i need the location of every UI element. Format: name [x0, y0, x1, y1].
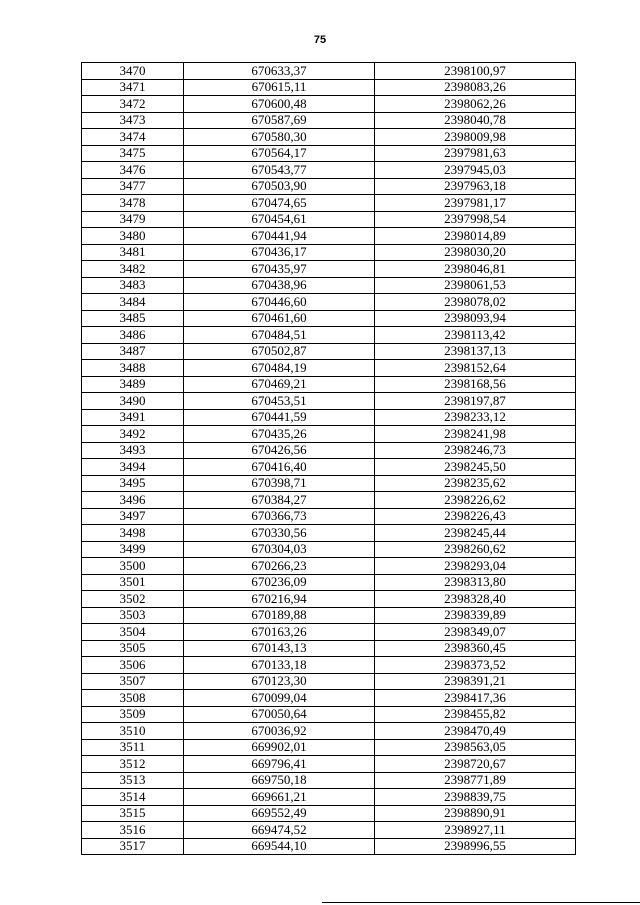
y-coordinate-cell: 2398839,75	[375, 789, 576, 806]
y-coordinate-cell: 2398293,04	[375, 558, 576, 575]
y-coordinate-cell: 2398245,44	[375, 525, 576, 542]
table-row	[82, 195, 576, 212]
point-number-cell: 3473	[82, 112, 184, 129]
table-row	[82, 541, 576, 558]
point-number-cell: 3483	[82, 277, 184, 294]
point-number-cell: 3508	[82, 690, 184, 707]
y-coordinate-cell: 2398470,49	[375, 723, 576, 740]
point-number-cell: 3496	[82, 492, 184, 509]
point-number-cell: 3482	[82, 261, 184, 278]
point-number-cell: 3501	[82, 574, 184, 591]
table-row	[82, 228, 576, 245]
y-coordinate-cell: 2398093,94	[375, 310, 576, 327]
point-number-cell: 3490	[82, 393, 184, 410]
point-number-cell: 3516	[82, 822, 184, 839]
x-coordinate-cell: 670441,59	[184, 409, 375, 426]
x-coordinate-cell: 670484,19	[184, 360, 375, 377]
y-coordinate-cell: 2398113,42	[375, 327, 576, 344]
point-number-cell: 3502	[82, 591, 184, 608]
point-number-cell: 3478	[82, 195, 184, 212]
x-coordinate-cell: 669552,49	[184, 805, 375, 822]
x-coordinate-cell: 670416,40	[184, 459, 375, 476]
point-number-cell: 3492	[82, 426, 184, 443]
y-coordinate-cell: 2397963,18	[375, 178, 576, 195]
y-coordinate-cell: 2398890,91	[375, 805, 576, 822]
point-number-cell: 3491	[82, 409, 184, 426]
x-coordinate-cell: 670453,51	[184, 393, 375, 410]
x-coordinate-cell: 670216,94	[184, 591, 375, 608]
y-coordinate-cell: 2398235,62	[375, 475, 576, 492]
x-coordinate-cell: 670438,96	[184, 277, 375, 294]
y-coordinate-cell: 2398226,62	[375, 492, 576, 509]
point-number-cell: 3489	[82, 376, 184, 393]
y-coordinate-cell: 2398720,67	[375, 756, 576, 773]
y-coordinate-cell: 2398078,02	[375, 294, 576, 311]
x-coordinate-cell: 670189,88	[184, 607, 375, 624]
table-row	[82, 79, 576, 96]
y-coordinate-cell: 2398197,87	[375, 393, 576, 410]
x-coordinate-cell: 669474,52	[184, 822, 375, 839]
y-coordinate-cell: 2398349,07	[375, 624, 576, 641]
table-row	[82, 129, 576, 146]
point-number-cell: 3511	[82, 739, 184, 756]
table-row	[82, 739, 576, 756]
x-coordinate-cell: 670503,90	[184, 178, 375, 195]
table-row	[82, 178, 576, 195]
table-row	[82, 393, 576, 410]
y-coordinate-cell: 2398083,26	[375, 79, 576, 96]
x-coordinate-cell: 670633,37	[184, 63, 375, 80]
y-coordinate-cell: 2398771,89	[375, 772, 576, 789]
point-number-cell: 3475	[82, 145, 184, 162]
x-coordinate-cell: 670123,30	[184, 673, 375, 690]
x-coordinate-cell: 670426,56	[184, 442, 375, 459]
x-coordinate-cell: 669661,21	[184, 789, 375, 806]
x-coordinate-cell: 669902,01	[184, 739, 375, 756]
table-row	[82, 327, 576, 344]
x-coordinate-cell: 670304,03	[184, 541, 375, 558]
table-row	[82, 690, 576, 707]
table-row	[82, 624, 576, 641]
y-coordinate-cell: 2398360,45	[375, 640, 576, 657]
point-number-cell: 3510	[82, 723, 184, 740]
x-coordinate-cell: 670050,64	[184, 706, 375, 723]
table-row	[82, 277, 576, 294]
x-coordinate-cell: 670366,73	[184, 508, 375, 525]
point-number-cell: 3481	[82, 244, 184, 261]
point-number-cell: 3470	[82, 63, 184, 80]
table-row	[82, 558, 576, 575]
table-row	[82, 822, 576, 839]
y-coordinate-cell: 2398062,26	[375, 96, 576, 113]
x-coordinate-cell: 670615,11	[184, 79, 375, 96]
y-coordinate-cell: 2397945,03	[375, 162, 576, 179]
table-row	[82, 475, 576, 492]
y-coordinate-cell: 2397981,17	[375, 195, 576, 212]
y-coordinate-cell: 2398373,52	[375, 657, 576, 674]
y-coordinate-cell: 2398061,53	[375, 277, 576, 294]
table-row	[82, 525, 576, 542]
point-number-cell: 3498	[82, 525, 184, 542]
point-number-cell: 3476	[82, 162, 184, 179]
table-row	[82, 574, 576, 591]
point-number-cell: 3504	[82, 624, 184, 641]
x-coordinate-cell: 670435,97	[184, 261, 375, 278]
table-row	[82, 805, 576, 822]
x-coordinate-cell: 669544,10	[184, 838, 375, 855]
table-row	[82, 508, 576, 525]
x-coordinate-cell: 670564,17	[184, 145, 375, 162]
point-number-cell: 3480	[82, 228, 184, 245]
table-row	[82, 706, 576, 723]
point-number-cell: 3517	[82, 838, 184, 855]
table-row	[82, 607, 576, 624]
x-coordinate-cell: 670600,48	[184, 96, 375, 113]
y-coordinate-cell: 2398009,98	[375, 129, 576, 146]
y-coordinate-cell: 2398328,40	[375, 591, 576, 608]
table-row	[82, 310, 576, 327]
y-coordinate-cell: 2398313,80	[375, 574, 576, 591]
y-coordinate-cell: 2398030,20	[375, 244, 576, 261]
x-coordinate-cell: 670484,51	[184, 327, 375, 344]
x-coordinate-cell: 670474,65	[184, 195, 375, 212]
point-number-cell: 3499	[82, 541, 184, 558]
x-coordinate-cell: 670236,09	[184, 574, 375, 591]
x-coordinate-cell: 670099,04	[184, 690, 375, 707]
x-coordinate-cell: 670441,94	[184, 228, 375, 245]
point-number-cell: 3471	[82, 79, 184, 96]
x-coordinate-cell: 669750,18	[184, 772, 375, 789]
x-coordinate-cell: 670036,92	[184, 723, 375, 740]
table-row	[82, 838, 576, 855]
coordinates-table-body	[82, 63, 576, 855]
table-row	[82, 112, 576, 129]
point-number-cell: 3487	[82, 343, 184, 360]
x-coordinate-cell: 670446,60	[184, 294, 375, 311]
point-number-cell: 3503	[82, 607, 184, 624]
table-row	[82, 244, 576, 261]
x-coordinate-cell: 670143,13	[184, 640, 375, 657]
table-row	[82, 772, 576, 789]
point-number-cell: 3495	[82, 475, 184, 492]
table-row	[82, 63, 576, 80]
x-coordinate-cell: 670330,56	[184, 525, 375, 542]
y-coordinate-cell: 2398339,89	[375, 607, 576, 624]
point-number-cell: 3472	[82, 96, 184, 113]
page-number: 75	[313, 34, 327, 46]
x-coordinate-cell: 670435,26	[184, 426, 375, 443]
point-number-cell: 3474	[82, 129, 184, 146]
point-number-cell: 3515	[82, 805, 184, 822]
table-row	[82, 145, 576, 162]
x-coordinate-cell: 670133,18	[184, 657, 375, 674]
y-coordinate-cell: 2397998,54	[375, 211, 576, 228]
x-coordinate-cell: 670543,77	[184, 162, 375, 179]
table-row	[82, 294, 576, 311]
point-number-cell: 3509	[82, 706, 184, 723]
table-row	[82, 211, 576, 228]
y-coordinate-cell: 2398046,81	[375, 261, 576, 278]
table-row	[82, 261, 576, 278]
bottom-divider	[322, 902, 640, 903]
x-coordinate-cell: 670454,61	[184, 211, 375, 228]
point-number-cell: 3485	[82, 310, 184, 327]
y-coordinate-cell: 2398563,05	[375, 739, 576, 756]
table-row	[82, 492, 576, 509]
x-coordinate-cell: 670580,30	[184, 129, 375, 146]
table-row	[82, 756, 576, 773]
table-row	[82, 409, 576, 426]
point-number-cell: 3505	[82, 640, 184, 657]
point-number-cell: 3507	[82, 673, 184, 690]
table-row	[82, 96, 576, 113]
y-coordinate-cell: 2398100,97	[375, 63, 576, 80]
table-row	[82, 640, 576, 657]
table-row	[82, 723, 576, 740]
table-row	[82, 591, 576, 608]
x-coordinate-cell: 670384,27	[184, 492, 375, 509]
point-number-cell: 3486	[82, 327, 184, 344]
table-row	[82, 376, 576, 393]
point-number-cell: 3514	[82, 789, 184, 806]
y-coordinate-cell: 2398226,43	[375, 508, 576, 525]
x-coordinate-cell: 669796,41	[184, 756, 375, 773]
y-coordinate-cell: 2398391,21	[375, 673, 576, 690]
x-coordinate-cell: 670436,17	[184, 244, 375, 261]
point-number-cell: 3513	[82, 772, 184, 789]
point-number-cell: 3506	[82, 657, 184, 674]
x-coordinate-cell: 670266,23	[184, 558, 375, 575]
point-number-cell: 3484	[82, 294, 184, 311]
y-coordinate-cell: 2398246,73	[375, 442, 576, 459]
x-coordinate-cell: 670461,60	[184, 310, 375, 327]
point-number-cell: 3493	[82, 442, 184, 459]
y-coordinate-cell: 2397981,63	[375, 145, 576, 162]
x-coordinate-cell: 670163,26	[184, 624, 375, 641]
y-coordinate-cell: 2398137,13	[375, 343, 576, 360]
table-row	[82, 162, 576, 179]
y-coordinate-cell: 2398233,12	[375, 409, 576, 426]
table-row	[82, 442, 576, 459]
x-coordinate-cell: 670398,71	[184, 475, 375, 492]
coordinates-table	[81, 62, 576, 855]
point-number-cell: 3479	[82, 211, 184, 228]
x-coordinate-cell: 670469,21	[184, 376, 375, 393]
x-coordinate-cell: 670587,69	[184, 112, 375, 129]
y-coordinate-cell: 2398927,11	[375, 822, 576, 839]
point-number-cell: 3488	[82, 360, 184, 377]
y-coordinate-cell: 2398455,82	[375, 706, 576, 723]
table-row	[82, 459, 576, 476]
table-row	[82, 343, 576, 360]
y-coordinate-cell: 2398040,78	[375, 112, 576, 129]
y-coordinate-cell: 2398014,89	[375, 228, 576, 245]
x-coordinate-cell: 670502,87	[184, 343, 375, 360]
point-number-cell: 3500	[82, 558, 184, 575]
y-coordinate-cell: 2398260,62	[375, 541, 576, 558]
y-coordinate-cell: 2398241,98	[375, 426, 576, 443]
y-coordinate-cell: 2398152,64	[375, 360, 576, 377]
table-row	[82, 789, 576, 806]
y-coordinate-cell: 2398996,55	[375, 838, 576, 855]
point-number-cell: 3477	[82, 178, 184, 195]
table-row	[82, 657, 576, 674]
point-number-cell: 3494	[82, 459, 184, 476]
table-row	[82, 360, 576, 377]
point-number-cell: 3512	[82, 756, 184, 773]
y-coordinate-cell: 2398168,56	[375, 376, 576, 393]
y-coordinate-cell: 2398245,50	[375, 459, 576, 476]
table-row	[82, 426, 576, 443]
point-number-cell: 3497	[82, 508, 184, 525]
table-row	[82, 673, 576, 690]
y-coordinate-cell: 2398417,36	[375, 690, 576, 707]
